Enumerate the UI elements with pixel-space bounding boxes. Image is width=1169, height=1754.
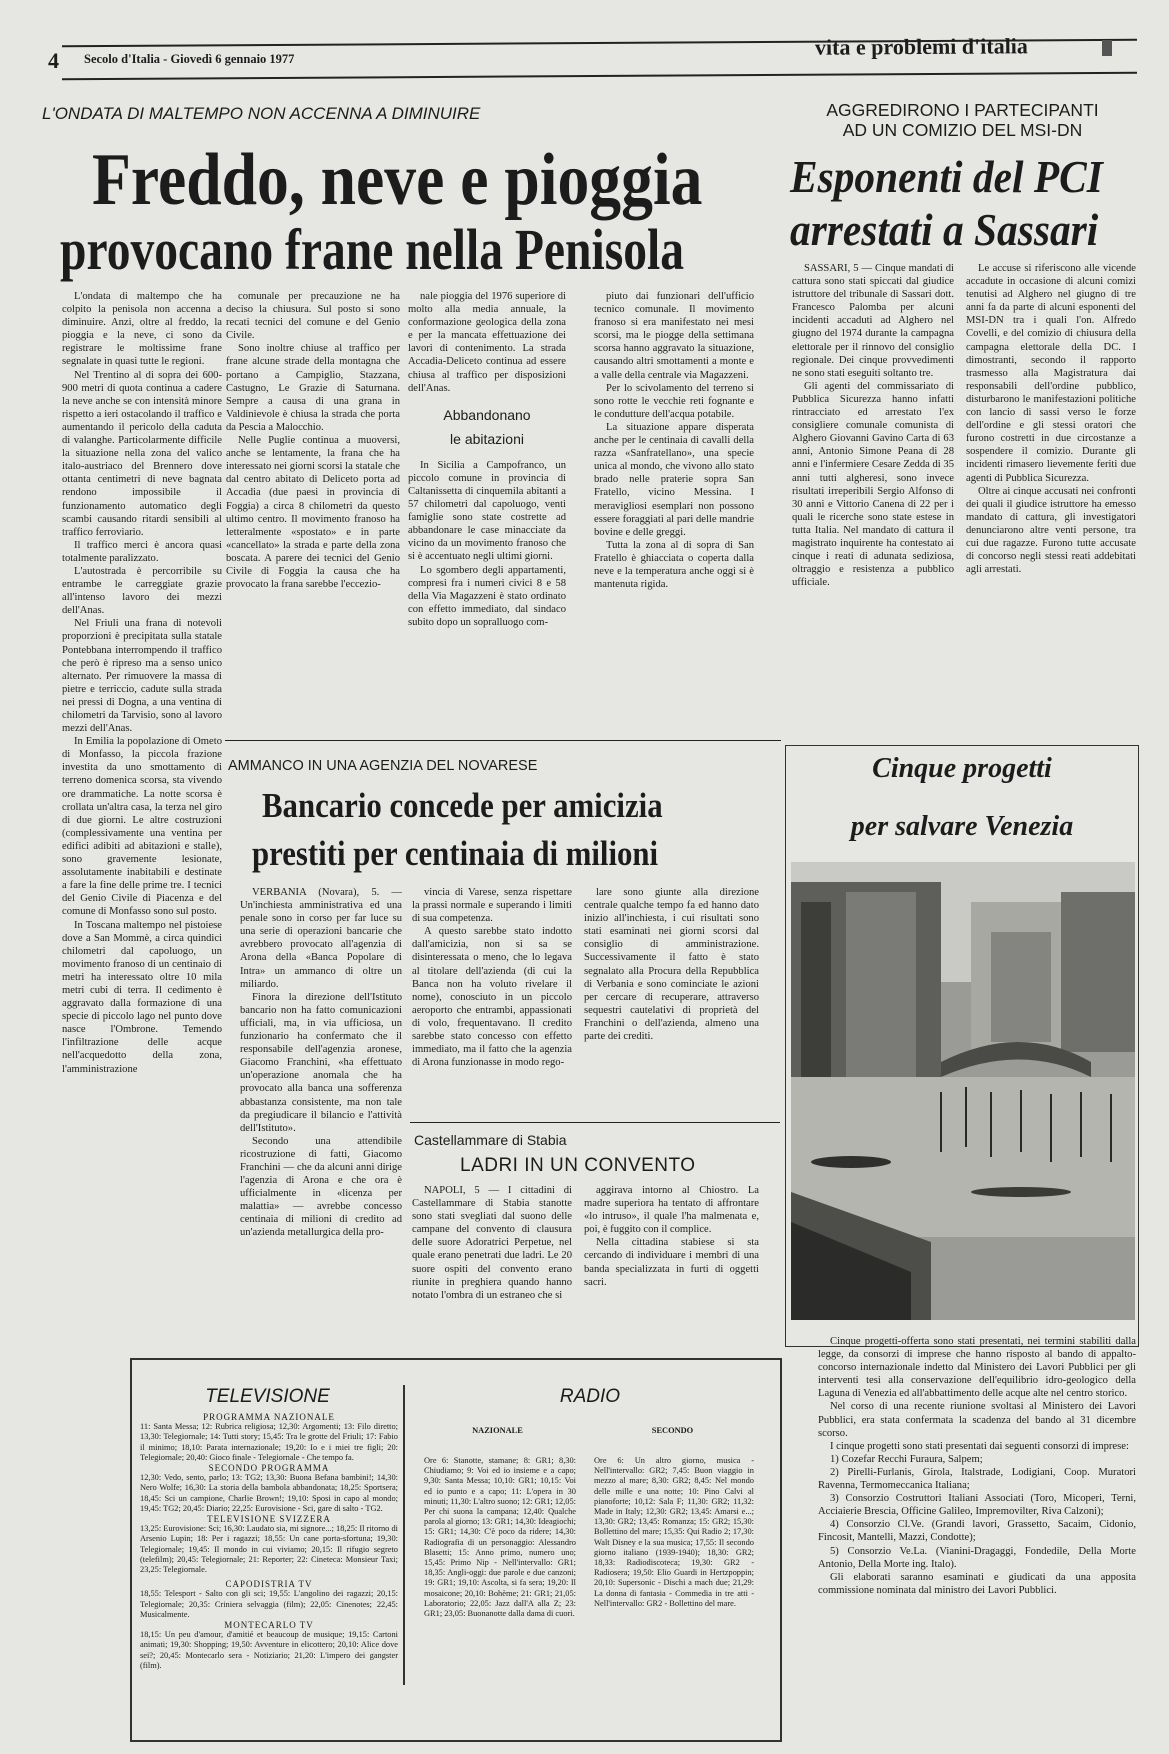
- main-article-col-3: [408, 290, 566, 735]
- main-headline-2: provocano frane nella Penisola: [60, 217, 684, 282]
- tv-section-text: 18,15: Un peu d'amour, d'amitié et beaucoup de musique; 19,15: Cartoni animati; 19,30: Shopping; 19,50: Avventure in elicottero; 20,10: Alice dove sei?; 20,45: Montecarlo sera - Notiziario; 21,20: L'impero dei gangster (film).: [140, 1630, 398, 1670]
- paragraph: Secondo una attendibile ricostruzione di fatti, Giacomo Franchini — che da alcuni anni dirige l'agenzia di Arona e che ora è ufficialmente in «licenza per malattia» — avrebbe concesso centinaia di milioni di credito ad un'azienda metallurgica della pro-: [240, 1135, 402, 1239]
- tv-section-text: 18,55: Telesport - Salto con gli sci; 19,55: L'angolino dei ragazzi; 20,15: Telegiornale; 20,35: Criniera selvaggia (film); 22,05: Cinenotes; 22,45: Musicalmente.: [140, 1589, 398, 1619]
- sassari-kicker: [785, 100, 1140, 140]
- tv-section-title: MONTECARLO TV: [224, 1620, 314, 1631]
- paragraph: Tutta la zona al di sopra di San Fratello è ghiacciata o coperta dalla neve e la temperatura anche oggi si è mantenuta rigida.: [594, 539, 754, 591]
- paragraph: Sono inoltre chiuse al traffico per frane alcune strade della montagna che portano a Campiglio, Stazzana, Castugno, Le Grazie di Saturnana. Sempre a causa di una grana in Valdinievole è chiusa la strada che porta da Pescia a Malocchio.: [226, 343, 400, 433]
- tv-section-text: 11: Santa Messa; 12: Rubrica religiosa; 12,30: Argomenti; 13: Filo diretto; 13,30: Telegiornale; 14: Tutti story; 15,45: Tra le grotte del Friuli; 17: Fabio il minimo; 18,10: Parata internazionale; 19,20: Io e i miei tre figli; 20: Telegiornale; 20,40: Gioco finale - Telegiornale - Che tempo fa.: [140, 1422, 398, 1462]
- paragraph: lare sono giunte alla direzione centrale qualche tempo fa ed hanno dato inizio all'inchiesta, i cui risultati sono stati esaminati nei giorni scorsi dal consiglio di amministrazione. Successivamente il fatto è stato segnalato alla Procura della Repubblica di Verbania e sono cominciate le azioni per cercare di recuperare, attraverso sequestri cautelativi di proprietà del Franchini o dell'azienda, almeno una parte dei crediti.: [584, 887, 759, 1043]
- paragraph: Finora la direzione dell'Istituto bancario non ha fatto comunicazioni ufficiali, ma, in via ufficiosa, un funzionario ha confermato che il responsabile dell'agenzia aronese, Giacomo Franchini, «ha effettuato un'operazione anomala che ha provocato alla banca una sofferenza abbastanza consistente, ma non tale da pregiudicare il bilancio e l'attività dell'Istituto».: [240, 991, 402, 1134]
- paragraph: NAPOLI, 5 — I cittadini di Castellammare di Stabia stanotte sono stati svegliati dal suono delle campane del convento di clausura delle suore Adoratrici Perpetue, nel quale erano penetrati due ladri. Le 20 suore ospiti del convento erano riunite in preghiera quando hanno notato l'ombra di un estraneo che si: [412, 1185, 572, 1301]
- divider: [410, 1122, 780, 1123]
- paragraph: Cinque progetti-offerta sono stati presentati, nei termini stabiliti dalla legge, da consorzi di imprese che hanno risposto al bando di appalto-concorso internazionale indetto dal Ministero dei Lavori Pubblici per gli interventi tesi alla conservazione dell'equilibrio idro-geologico della Laguna di Venezia ed all'abbattimento delle acque alte nel centro storico.: [818, 1336, 1136, 1400]
- kicker-line: AD UN COMIZIO DEL MSI-DN: [842, 120, 1083, 140]
- sassari-col-2: [966, 262, 1136, 707]
- page-number: 4: [48, 48, 59, 73]
- main-article-col-1: [62, 290, 222, 1365]
- tv-section-title: TELEVISIONE SVIZZERA: [207, 1514, 331, 1525]
- paragraph: 2) Pirelli-Furlanis, Girola, Italstrade, Lodigiani, Coop. Muratori Ravenna, Termomeccanica Italiana;: [818, 1466, 1136, 1492]
- paragraph: 5) Consorzio Ve.La. (Vianini-Dragaggi, Fondedile, Della Morte Antonio, Della Morte ing. Italo).: [818, 1545, 1136, 1570]
- paragraph: Nella cittadina stabiese si sta cercando di individuare i membri di una banda specializzata in furti di oggetti sacri.: [584, 1237, 759, 1288]
- divider: [225, 740, 781, 741]
- theft-col-1: [412, 1184, 572, 1344]
- paragraph: 1) Cozefar Recchi Furaura, Salpem;: [830, 1453, 983, 1465]
- sassari-headline-1: Esponenti del PCI: [790, 151, 1103, 202]
- paragraph: vincia di Varese, senza rispettare la prassi normale e superando i limiti di sua competenza.: [412, 887, 572, 925]
- bank-col-2: [412, 886, 572, 1121]
- paragraph: Per lo scivolamento del terreno si sono rotte le vecchie reti fognante e le condutture dell'acqua potabile.: [594, 382, 754, 420]
- paragraph: In Emilia la popolazione di Ometo di Monfasso, la piccola frazione investita da uno smottamento di terreno domenica scorsa, sta vivendo ore drammatiche. La notte scorsa è crollata un'altra casa, la terza nel giro di due giorni. Le altre costruzioni (complessivamente una ventina per edifici adibiti ad abitazioni e stalle), sono gravemente lesionate, assolutamente inabitabili e destinate a fare la fine delle prime tre. I tecnici del Genio Civile di Piacenza e del comune di Monfasso sono sul posto.: [62, 736, 222, 918]
- paragraph: Nelle Puglie continua a muoversi, anche se lentamente, la frana che ha interessato nei giorni scorsi la statale che dal centro abitato di Deliceto porta ad Accadia (due paesi in provincia di Foggia) a circa 8 chilometri da questo ultimo centro. Il movimento franoso ha letteralmente «spostato» e in parte «cancellato» la strada e parte della zona boscata. A parere dei tecnici del Genio Civile di Foggia la causa che ha provocato la frana sarebbe l'eccezio-: [226, 435, 400, 591]
- paragraph: In Sicilia a Campofranco, un piccolo comune in provincia di Caltanissetta di cinquemila abitanti a 57 chilometri dal capoluogo, venti famiglie sono state costrette ad abbandonare le case minacciate da vicino da un movimento franoso che si è accentuato negli ultimi giorni.: [408, 459, 566, 563]
- tv-section-title: PROGRAMMA NAZIONALE: [203, 1412, 335, 1422]
- main-article-col-2: [226, 290, 400, 735]
- paragraph: L'ondata di maltempo che ha colpito la penisola non accenna a diminuire. Anzi, oltre al freddo, la pioggia e la neve, ci sono da registrare le moltissime frane segnalate in quasi tutte le regioni.: [62, 291, 222, 368]
- paragraph: 3) Consorzio Costruttori Italiani Associati (Toro, Micoperi, Terni, Acciaierie Brescia, Officine Galileo, Impremovilter, Riva Calzoni);: [818, 1493, 1136, 1518]
- radio-secondo-listings: Ore 6: Un altro giorno, musica - Nell'intervallo: GR2; 7,45: Buon viaggio in mezzo al mare; 8,30: GR2; 8,45: Nel mondo delle mille e una notte; 10: Pino Calvi al pianoforte; 10,12: Sala F; 11,30: GR2; 11,32: Made in Italy; 12,30: GR2; 13,45: Amarsi e...; 13,30: GR2; 13,45: Romanza; 15: GR2; 15,30: Bollettino del mare; 15,35: Qui Radio 2; 17,30: Walt Disney e la sua musica; 17,55: Il secondo giorno italiano (1939-1940); 18,30: GR2; 18,33: Radiodiscoteca; 19,30: GR2 - Radiosera; 19,50: Elio Guardi in Hertzpoppin; 20,10: Supersonic - Dischi a mach due; 21,29: La donna di fantasia - Commedia in tre atti - Nell'intervallo: GR2 - Bollettino del mare.: [594, 1456, 754, 1608]
- paragraph: A questo sarebbe stato indotto dall'amicizia, non si sa se disinteressata o meno, che lo legava al titolare dell'azienda (di cui la Banca non ha voluto rivelare il nome), conosciuto in un piccolo aeroporto che entrambi, appassionati di volo, frequentavano. Il credito sarebbe stato concesso con effetto immediato, ma il fatto che la agenzia di Arona funzionasse in modo rego-: [412, 926, 572, 1069]
- bank-col-3: [584, 886, 759, 1121]
- paragraph: In Toscana maltempo nel pistoiese dove a San Mommè, a circa quindici chilometri dal capoluogo, un movimento franoso di un centinaio di metri ha interessato oltre 10 mila metri cubi di terra. Il cedimento è aggravato dalla formazione di una specie di piccolo lago nel punto dove nasce l'Ombrone. Temendo l'infiltrazione delle acque nell'acquedotto della zona, l'amministrazione: [62, 919, 222, 1075]
- paragraph: L'autostrada è percorribile su entrambe le carreggiate grazie all'intenso lavoro dei mezzi dell'Anas.: [62, 565, 222, 617]
- tv-section-text: 12,30: Vedo, sento, parlo; 13: TG2; 13,30: Buona Befana bambini!; 14,30: Nero Wolfe; 16,30: La storia della bambola abbandonata; 18,25: Sportsera; 18,45: Sci un campione, Charlie Brown!; 19,10: Sposi in capo al mondo; 19,45: TG2; 20,45: Diario; 22,25: Eurovisione - Sci, gare di salto - TG2.: [140, 1473, 398, 1513]
- paragraph: Gli agenti del commissariato di Pubblica Sicurezza hanno infatti rintracciato ed arrestato l'ex consigliere comunale comunista di Alghero Giovanni Gavino Carta di 63 anni, Antonio Simone Peana di 28 anni e l'infermiere Cesare Zedda di 35 anni tutti algheresi, sono invece risultati irreperibili Sergio Alfonso di 30 anni e Vittorio Canena di 22 per i quali le ricerche sono state estese in tutta Italia. Nel mandato di cattura il magistrato inquirente ha contestato ai cinque i reati di adunata sediziosa, oltraggio e resistenza a pubblico ufficiale.: [792, 380, 954, 589]
- paragraph: 4) Consorzio Cl.Ve. (Grandi lavori, Grassetto, Sacaim, Cidonio, Fincosit, Mantelli, Mazzi, Condotte);: [818, 1519, 1136, 1544]
- paragraph: Oltre ai cinque accusati nei confronti dei quali il giudice istruttore ha emesso mandato di cattura, gli investigatori denunciarono altre venti persone, tra cui due ragazze. Furono tutte accusate di concorso negli stessi reati addebitati agli arrestati.: [966, 485, 1136, 576]
- kicker-line: AGGREDIRONO I PARTECIPANTI: [826, 100, 1099, 120]
- bank-headline-2: prestiti per centinaia di milioni: [252, 834, 659, 873]
- section-title: vita e problemi d'italia: [814, 33, 1028, 60]
- tv-listings: [140, 1412, 398, 1682]
- paragraph: Nel Trentino al di sopra dei 600-900 metri di quota continua a cadere la neve anche se con intensità minore rispetto a ieri ostacolando il traffico e aumentando il pericolo della caduta di valanghe. Particolarmente difficile la situazione nella zona del valico italo-austriaco del Brennero dove ottanta centimetri di neve bagnata rendono impossibile il funzionamento automatico degli scambi causando ritardi sensibili al traffico ferroviario.: [62, 369, 222, 538]
- venice-canal-photo: [791, 862, 1135, 1320]
- main-article-col-4: [594, 290, 754, 720]
- paragraph: Gli elaborati saranno esaminati e giudicati da una apposita commissione nominata dal ministro dei Lavori Pubblici.: [818, 1571, 1136, 1596]
- subheading: Abbandonano le abitazioni: [443, 406, 531, 447]
- paragraph: La situazione appare disperata anche per le centinaia di cavalli della razza «Sanfratellano», una specie unica al mondo, che vivono allo stato brado nelle praterie sopra San Fratello, vicino Messina. I meravigliosi esemplari non possono essere foraggiati al pari delle mandrie bovine e delle greggi.: [594, 421, 754, 538]
- tv-section-text: 13,25: Eurovisione: Sci; 16,30: Laudato sia, mi signore...; 18,25: Il ritorno di Arsenio Lupin; 18: Per i ragazzi; 18,55: Un cane porta-sfortuna; 19,30: Telegiornale; 19,45: Il mondo in cui viviamo; 20,15: Il rifugio segreto (telefilm); 20,45: Telegiornale; 21: Reporter; 22: Cineteca: Monsieur Taxi; 23,25: Telegiornale.: [140, 1524, 398, 1575]
- sassari-col-1: [792, 262, 954, 717]
- tv-section-title: SECONDO PROGRAMMA: [208, 1463, 330, 1474]
- paragraph: SASSARI, 5 — Cinque mandati di cattura sono stati spiccati dal giudice istruttore del tribunale di Sassari dott. Francesco Palomba per alcuni incidenti accaduti ad Alghero nel giugno del 1974 durante la campagna elettorale per il rinnovo del consiglio regionale. Dei cinque provvedimenti ne sono stati eseguiti soltanto tre.: [792, 263, 954, 379]
- paragraph: Le accuse si riferiscono alle vicende accadute in occasione di alcuni comizi tenutisi ad Alghero nel giugno di tre anni fa da parte di alcuni esponenti del MSI-DN tra i quali l'on. Alfredo Covelli, e del comizio di chiusura della campagna elettorale della DC. I dimostranti, secondo il rapporto trasmesso alla Magistratura dai responsabili dell'ordine pubblico, disturbarono le manifestazioni politiche con lancio di sassi verso le forze dell'ordine e gli stessi oratori che furono costretti in due circostanze a sospendere il comizio. Durante gli incidenti rimasero lievemente feriti due agenti di Pubblica Sicurezza.: [966, 263, 1136, 484]
- main-headline-1: Freddo, neve e pioggia: [92, 139, 703, 221]
- theft-headline: LADRI IN UN CONVENTO: [460, 1155, 696, 1176]
- radio-title: RADIO: [559, 1386, 621, 1407]
- venice-headline-2: per salvare Venezia: [850, 811, 1074, 842]
- radio-nazionale-title: NAZIONALE: [472, 1426, 523, 1435]
- masthead-bottom-rule: [62, 72, 1137, 81]
- theft-kicker: Castellammare di Stabia: [414, 1132, 567, 1148]
- sassari-headline-2: arrestati a Sassari: [790, 204, 1099, 255]
- paragraph: I cinque progetti sono stati presentati dai seguenti consorzi di imprese:: [830, 1440, 1129, 1452]
- bank-kicker: AMMANCO IN UNA AGENZIA DEL NOVARESE: [228, 758, 538, 774]
- theft-col-2: [584, 1184, 759, 1344]
- paragraph: Nel Friuli una frana di notevoli proporzioni è precipitata sulla statale Pontebbana interrompendo il traffico che però è ripreso ma a senso unico alternato. Per rimuovere la massa di pietre e terriccio, cadute sulla strada nei pressi di Dogna, a una ventina di chilometri da Tarvisio, sono al lavoro mezzi dell'Anas.: [62, 618, 222, 735]
- paragraph: Nel corso di una recente riunione svoltasi al Ministero dei Lavori Pubblici, era stata confermata la scadenza del bando al 31 dicembre scorso.: [818, 1401, 1136, 1439]
- tv-section-title: CAPODISTRIA TV: [225, 1579, 313, 1590]
- paragraph: Lo sgombero degli appartamenti, compresi fra i numeri civici 8 e 58 della Via Magazzeni è stato ordinato con effetto immediato, dal sindaco subito dopo un sopralluogo com-: [408, 564, 566, 628]
- paragraph: nale pioggia del 1976 superiore di molto alla media annuale, la conformazione geologica della zona e per la mancata effettuazione dei lavori di contenimento. La strada Accadia-Deliceto continua ad essere chiusa al traffico per disposizioni dell'Anas.: [408, 291, 566, 394]
- paragraph: piuto dai funzionari dell'ufficio tecnico comunale. Il movimento franoso si era manifestato nei mesi scorsi, ma le piogge della settimana scorsa hanno aggravato la situazione, causando altri smottamenti a monte e a valle della centrale via Magazzeni.: [594, 291, 754, 381]
- paragraph: Il traffico merci è ancora quasi totalmente paralizzato.: [62, 539, 222, 564]
- paragraph: aggirava intorno al Chiostro. La madre superiora ha tentato di affrontare «lo intruso», il quale l'ha malmenata e, poi, è fuggito con il complice.: [584, 1185, 759, 1236]
- tv-title: TELEVISIONE: [205, 1386, 330, 1407]
- paragraph: VERBANIA (Novara), 5. — Un'inchiesta amministrativa ed una penale sono in corso per far luce su una serie di operazioni bancarie che avrebbero provocato all'agenzia di Arona della «Banca Popolare di Intra» un ammanco di oltre un miliardo.: [240, 887, 402, 990]
- venice-caption: [818, 1335, 1136, 1720]
- section-marker-icon: [1102, 40, 1112, 56]
- main-kicker: L'ONDATA DI MALTEMPO NON ACCENNA A DIMINUIRE: [42, 104, 481, 123]
- radio-nazionale-listings: Ore 6: Stanotte, stamane; 8: GR1; 8,30: Chiudiamo; 9: Voi ed io insieme e a capo; 9,30: Santa Messa; 10,10: GR1; 10,15: Voi ed io punto e a capo; 11: L'opera in 30 minuti; 11,30: L'altro suono; 12: GR1; 12,05: Per chi suona la campana; 12,40: Qualche parola al giorno; 13: GR1; 14,30: Ideagiochi; 15: GR1; 14,30: C'è poco da ridere; 14,30: Radiografia di un personaggio: Alessandro Blasetti; 15: Anno primo, numero uno; 15,45: Primo Nip - Nell'intervallo: GR1; 18,35: Angli-oggi: due parole e due canzoni; 19: GR1; 19,10: Ascolta, si fa sera; 19,20: Il mosaicone; 20,10: Bohème; 21: GR1; 21,05: Laboratorio; 22,05: Jazz dall'A alla Z; 23: GR1; 23,05: Buonanotte dalla dama di cuori.: [424, 1456, 576, 1619]
- venice-headline-1: Cinque progetti: [872, 753, 1052, 784]
- radio-secondo-title: SECONDO: [651, 1426, 694, 1435]
- paper-date: Secolo d'Italia - Giovedì 6 gennaio 1977: [84, 52, 295, 66]
- paragraph: comunale per precauzione ne ha deciso la chiusura. Sul posto si sono recati tecnici del comune e del Genio Civile.: [226, 291, 400, 342]
- divider: [403, 1385, 405, 1685]
- bank-col-1: [240, 886, 402, 1334]
- bank-headline-1: Bancario concede per amicizia: [262, 786, 663, 825]
